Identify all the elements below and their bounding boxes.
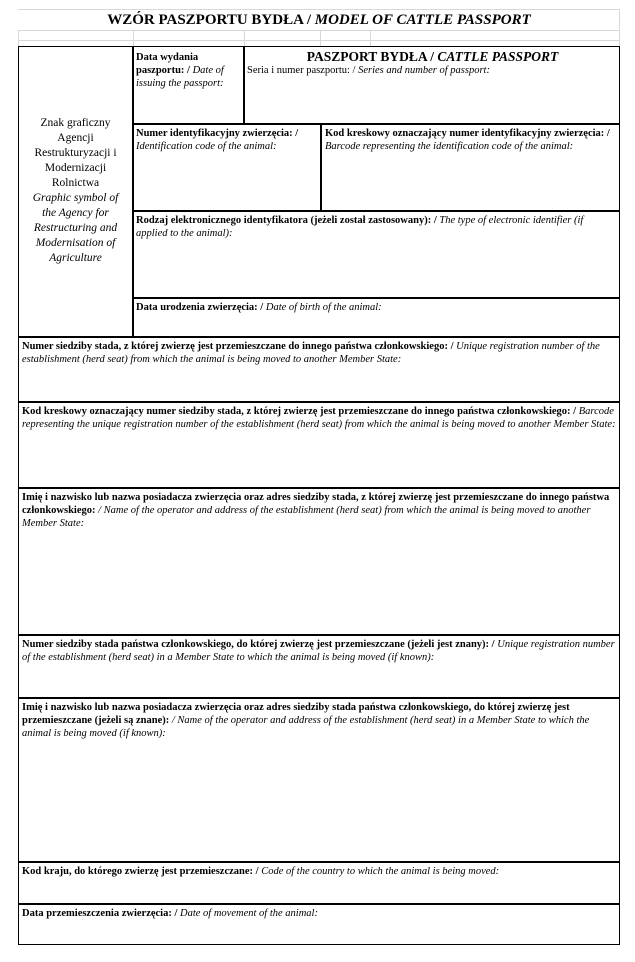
grid-line — [133, 30, 134, 47]
passport-title-en: CATTLE PASSPORT — [437, 49, 559, 64]
agency-symbol-pl: Znak graficzny Agencji Restrukturyzacji i Modernizacji Rolnictwa — [34, 117, 117, 189]
destination-herd-number-label-en: Unique registration number of the establishment (herd seat) in a Member State to which the animal is being moved (if known): — [22, 639, 615, 663]
grid-line — [370, 30, 371, 47]
grid-line — [18, 40, 620, 41]
origin-herd-number-label-en: Unique registration number of the establishment (herd seat) from which the animal is being moved to another Member State: — [22, 341, 600, 365]
agency-symbol-en: Graphic symbol of the Agency for Restructuring and Modernisation of Agriculture — [32, 192, 119, 264]
animal-id-field[interactable] — [133, 125, 320, 210]
destination-herd-number-label-pl: Numer siedziby stada państwa członkowskiego, do której zwierzę jest przemieszczane (jeżeli jest znany): / — [22, 639, 498, 650]
issue-date-label-pl: Data wydania paszportu: / — [136, 52, 199, 76]
issue-date-label-en: Date of issuing the passport: — [136, 65, 224, 89]
movement-date-label-pl: Data przemieszczenia zwierzęcia: / — [22, 908, 181, 919]
origin-herd-barcode-field[interactable] — [19, 403, 620, 487]
grid-line — [18, 30, 19, 47]
page-title-en: MODEL OF CATTLE PASSPORT — [314, 12, 531, 28]
passport-series-field[interactable] — [245, 65, 620, 77]
destination-operator-label-en: / Name of the operator and address of the establishment (herd seat) in a Member State to which the animal is being moved (if known): — [22, 715, 590, 739]
country-code-label-en: Code of the country to which the animal is being moved: — [261, 866, 500, 877]
origin-herd-number-field[interactable] — [19, 338, 620, 401]
country-code-field[interactable] — [19, 863, 620, 903]
destination-operator-field[interactable] — [19, 699, 620, 861]
passport-title — [245, 49, 620, 65]
grid-line — [320, 30, 321, 47]
animal-barcode-field[interactable] — [322, 125, 620, 210]
origin-operator-field[interactable] — [19, 489, 620, 634]
electronic-id-label-pl: Rodzaj elektronicznego identyfikatora (jeżeli został zastosowany): / — [136, 215, 440, 226]
animal-barcode-label-en: Barcode representing the identification code of the animal: — [325, 141, 574, 152]
origin-herd-number-label-pl: Numer siedziby stada, z której zwierzę jest przemieszczane do innego państwa członkowskiego: / — [22, 341, 457, 352]
animal-barcode-label-pl: Kod kreskowy oznaczający numer identyfikacyjny zwierzęcia: / — [325, 128, 610, 139]
animal-id-label-en: Identification code of the animal: — [136, 141, 277, 152]
passport-series-label-pl: Seria i numer paszportu: / — [247, 65, 359, 76]
movement-date-label-en: Date of movement of the animal: — [180, 908, 318, 919]
origin-operator-label-en: / Name of the operator and address of the establishment (herd seat) from which the animal is being moved to another Member State: — [22, 505, 591, 529]
destination-herd-number-field[interactable] — [19, 636, 620, 697]
passport-series-label-en: Series and number of passport: — [358, 65, 490, 76]
page-title — [18, 10, 620, 30]
grid-line — [18, 30, 620, 31]
destination-operator-label-pl: Imię i nazwisko lub nazwa posiadacza zwierzęcia oraz adres siedziby stada państwa członkowskiego, do której zwierzę jest przemieszczane (jeżeli są znane): — [22, 702, 570, 726]
country-code-label-pl: Kod kraju, do którego zwierzę jest przemieszczane: / — [22, 866, 262, 877]
birth-date-label-en: Date of birth of the animal: — [265, 302, 382, 313]
birth-date-label-pl: Data urodzenia zwierzęcia: / — [136, 302, 266, 313]
movement-date-field[interactable] — [19, 905, 620, 945]
animal-id-label-pl: Numer identyfikacyjny zwierzęcia: / — [136, 128, 299, 139]
issue-date-field[interactable] — [133, 49, 243, 123]
origin-herd-barcode-label-en: Barcode representing the unique registration number of the establishment (herd seat) from which the animal is being moved to another Member State: — [22, 406, 616, 430]
grid-line — [619, 9, 620, 47]
agency-symbol-cell — [19, 116, 132, 276]
electronic-id-field[interactable] — [133, 212, 620, 297]
page-title-pl: WZÓR PASZPORTU BYDŁA / — [107, 12, 315, 28]
passport-header-cell — [245, 49, 620, 123]
grid-line — [244, 30, 245, 47]
grid-line — [18, 9, 620, 10]
origin-herd-barcode-label-pl: Kod kreskowy oznaczający numer siedziby stada, z której zwierzę jest przemieszczane do innego państwa członkowskiego: / — [22, 406, 579, 417]
electronic-id-label-en: The type of electronic identifier (if applied to the animal): — [136, 215, 584, 239]
birth-date-field[interactable] — [133, 299, 620, 336]
passport-title-pl: PASZPORT BYDŁA / — [306, 49, 438, 64]
origin-operator-label-pl: Imię i nazwisko lub nazwa posiadacza zwierzęcia oraz adres siedziby stada, z której zwierzę jest przemieszczane do innego państwa członkowskiego: — [22, 492, 610, 516]
